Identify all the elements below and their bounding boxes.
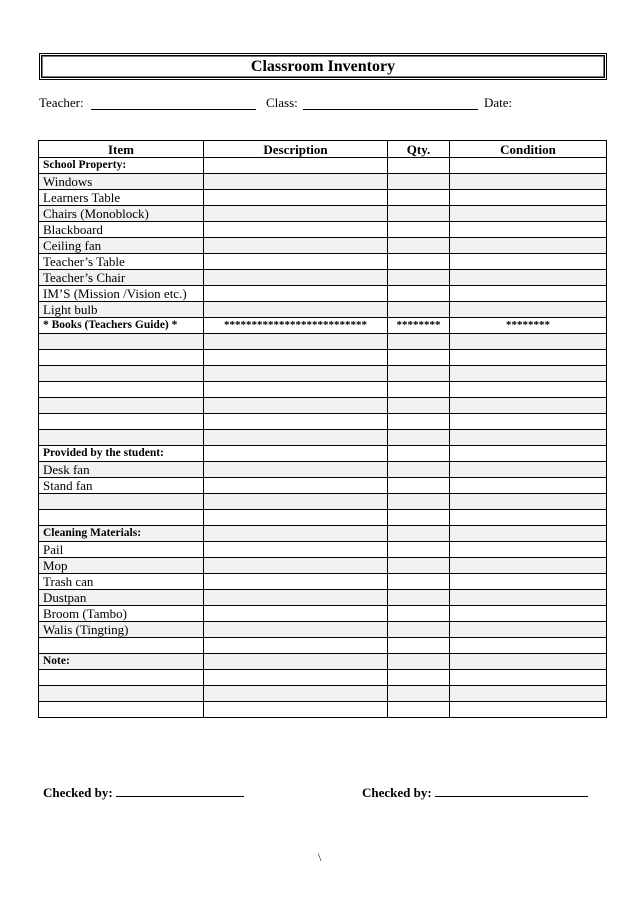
cell-qty[interactable] [388, 414, 450, 430]
cell-item: Light bulb [39, 302, 204, 318]
table-row [39, 430, 607, 446]
table-row [39, 638, 607, 654]
cell-qty[interactable] [388, 510, 450, 526]
cell-description[interactable] [204, 638, 388, 654]
cell-item: School Property: [39, 158, 204, 174]
cell-description[interactable] [204, 622, 388, 638]
cell-item: Note: [39, 654, 204, 670]
cell-description[interactable] [204, 510, 388, 526]
cell-item [39, 638, 204, 654]
cell-description[interactable] [204, 222, 388, 238]
cell-item: Mop [39, 558, 204, 574]
cell-description[interactable] [204, 462, 388, 478]
cell-description[interactable] [204, 174, 388, 190]
cell-qty[interactable] [388, 302, 450, 318]
cell-condition[interactable] [450, 302, 607, 318]
cell-item [39, 510, 204, 526]
page-title [39, 53, 607, 80]
cell-item: Trash can [39, 574, 204, 590]
cell-description[interactable] [204, 574, 388, 590]
cell-description[interactable] [204, 366, 388, 382]
table-row [39, 622, 607, 638]
table-row [39, 302, 607, 318]
cell-item [39, 350, 204, 366]
cell-description[interactable] [204, 478, 388, 494]
cell-qty[interactable] [388, 158, 450, 174]
date-label: Date: [484, 95, 513, 110]
cell-condition[interactable] [450, 590, 607, 606]
table-row [39, 158, 607, 174]
cell-condition[interactable] [450, 510, 607, 526]
cell-condition[interactable] [450, 462, 607, 478]
cell-description[interactable] [204, 158, 388, 174]
cell-item: Walis (Tingting) [39, 622, 204, 638]
cell-description[interactable] [204, 670, 388, 686]
cell-description[interactable] [204, 430, 388, 446]
cell-condition[interactable] [450, 606, 607, 622]
cell-qty[interactable] [388, 590, 450, 606]
cell-description[interactable] [204, 654, 388, 670]
cell-item: Broom (Tambo) [39, 606, 204, 622]
cell-description[interactable]: ************************** [204, 318, 388, 334]
cell-item [39, 430, 204, 446]
class-field[interactable] [303, 109, 478, 110]
cell-item: Chairs (Monoblock) [39, 206, 204, 222]
cell-condition[interactable] [450, 446, 607, 462]
cell-description[interactable] [204, 270, 388, 286]
cell-condition[interactable] [450, 254, 607, 270]
cell-qty[interactable] [388, 382, 450, 398]
cell-condition[interactable] [450, 686, 607, 702]
table-row [39, 174, 607, 190]
cell-qty[interactable] [388, 222, 450, 238]
cell-item [39, 414, 204, 430]
cell-description[interactable] [204, 590, 388, 606]
cell-condition[interactable] [450, 702, 607, 718]
table-row [39, 606, 607, 622]
cell-condition[interactable] [450, 238, 607, 254]
table-row [39, 478, 607, 494]
cell-item: Teacher’s Chair [39, 270, 204, 286]
cell-condition[interactable]: ******** [450, 318, 607, 334]
cell-item: Desk fan [39, 462, 204, 478]
table-row [39, 254, 607, 270]
cell-description[interactable] [204, 542, 388, 558]
cell-description[interactable] [204, 702, 388, 718]
cell-condition[interactable] [450, 174, 607, 190]
cell-qty[interactable] [388, 670, 450, 686]
checked-by-left-label: Checked by: [43, 785, 113, 800]
cell-condition[interactable] [450, 638, 607, 654]
table-row [39, 318, 607, 334]
cell-description[interactable] [204, 206, 388, 222]
cell-description[interactable] [204, 286, 388, 302]
cell-qty[interactable] [388, 398, 450, 414]
table-row [39, 510, 607, 526]
cell-condition[interactable] [450, 350, 607, 366]
col-header-item: Item [39, 141, 204, 158]
cell-condition[interactable] [450, 478, 607, 494]
footer-mark: \ [318, 850, 322, 864]
cell-qty[interactable] [388, 494, 450, 510]
cell-qty[interactable]: ******** [388, 318, 450, 334]
table-row [39, 286, 607, 302]
cell-condition[interactable] [450, 334, 607, 350]
cell-qty[interactable] [388, 190, 450, 206]
table-row [39, 702, 607, 718]
cell-condition[interactable] [450, 574, 607, 590]
cell-qty[interactable] [388, 702, 450, 718]
cell-qty[interactable] [388, 478, 450, 494]
table-row [39, 558, 607, 574]
cell-condition[interactable] [450, 542, 607, 558]
header-fields [39, 95, 607, 111]
table-row [39, 190, 607, 206]
checked-by-right [362, 784, 588, 801]
table-row [39, 238, 607, 254]
table-row [39, 526, 607, 542]
table-row [39, 366, 607, 382]
cell-qty[interactable] [388, 334, 450, 350]
table-row [39, 686, 607, 702]
cell-condition[interactable] [450, 382, 607, 398]
cell-qty[interactable] [388, 638, 450, 654]
cell-condition[interactable] [450, 286, 607, 302]
cell-condition[interactable] [450, 430, 607, 446]
cell-qty[interactable] [388, 558, 450, 574]
col-header-condition: Condition [450, 141, 607, 158]
cell-qty[interactable] [388, 238, 450, 254]
cell-condition[interactable] [450, 270, 607, 286]
cell-condition[interactable] [450, 494, 607, 510]
cell-description[interactable] [204, 606, 388, 622]
table-row [39, 382, 607, 398]
cell-item [39, 398, 204, 414]
col-header-qty: Qty. [388, 141, 450, 158]
cell-item: Ceiling fan [39, 238, 204, 254]
cell-description[interactable] [204, 446, 388, 462]
cell-description[interactable] [204, 526, 388, 542]
cell-item: Stand fan [39, 478, 204, 494]
cell-item: IM’S (Mission /Vision etc.) [39, 286, 204, 302]
table-row [39, 670, 607, 686]
cell-qty[interactable] [388, 270, 450, 286]
cell-qty[interactable] [388, 686, 450, 702]
cell-qty[interactable] [388, 350, 450, 366]
cell-description[interactable] [204, 398, 388, 414]
table-row [39, 446, 607, 462]
cell-item [39, 494, 204, 510]
table-row [39, 270, 607, 286]
table-row [39, 414, 607, 430]
title-text: Classroom Inventory [250, 57, 396, 75]
cell-description[interactable] [204, 238, 388, 254]
cell-item: Provided by the student: [39, 446, 204, 462]
cell-description[interactable] [204, 254, 388, 270]
cell-item [39, 686, 204, 702]
cell-qty[interactable] [388, 654, 450, 670]
cell-condition[interactable] [450, 558, 607, 574]
cell-item: Cleaning Materials: [39, 526, 204, 542]
cell-condition[interactable] [450, 670, 607, 686]
cell-description[interactable] [204, 414, 388, 430]
cell-condition[interactable] [450, 414, 607, 430]
cell-qty[interactable] [388, 606, 450, 622]
teacher-field[interactable] [91, 109, 256, 110]
cell-qty[interactable] [388, 206, 450, 222]
table-row [39, 398, 607, 414]
cell-item: Pail [39, 542, 204, 558]
cell-item [39, 702, 204, 718]
class-label: Class: [266, 95, 298, 110]
table-row [39, 542, 607, 558]
cell-description[interactable] [204, 334, 388, 350]
cell-condition[interactable] [450, 398, 607, 414]
table-row [39, 654, 607, 670]
table-row [39, 494, 607, 510]
table-row [39, 590, 607, 606]
cell-condition[interactable] [450, 206, 607, 222]
checked-by-left-line[interactable] [116, 784, 244, 797]
cell-item: Dustpan [39, 590, 204, 606]
cell-qty[interactable] [388, 430, 450, 446]
cell-qty[interactable] [388, 574, 450, 590]
checked-by-right-line[interactable] [435, 784, 588, 797]
cell-item [39, 670, 204, 686]
cell-item [39, 382, 204, 398]
cell-item: Teacher’s Table [39, 254, 204, 270]
cell-description[interactable] [204, 350, 388, 366]
cell-description[interactable] [204, 382, 388, 398]
cell-qty[interactable] [388, 254, 450, 270]
cell-condition[interactable] [450, 622, 607, 638]
table-row [39, 574, 607, 590]
cell-condition[interactable] [450, 190, 607, 206]
col-header-description: Description [204, 141, 388, 158]
table-body [39, 158, 607, 718]
table-row [39, 206, 607, 222]
cell-qty[interactable] [388, 622, 450, 638]
table-row [39, 334, 607, 350]
inventory-table [38, 140, 607, 718]
checked-by-right-label: Checked by: [362, 785, 432, 800]
cell-qty[interactable] [388, 462, 450, 478]
checked-by-left [43, 784, 244, 801]
table-row [39, 350, 607, 366]
cell-description[interactable] [204, 686, 388, 702]
cell-qty[interactable] [388, 526, 450, 542]
cell-item [39, 366, 204, 382]
cell-qty[interactable] [388, 366, 450, 382]
cell-description[interactable] [204, 190, 388, 206]
table-row [39, 462, 607, 478]
cell-condition[interactable] [450, 526, 607, 542]
cell-qty[interactable] [388, 446, 450, 462]
cell-item: Windows [39, 174, 204, 190]
cell-condition[interactable] [450, 222, 607, 238]
cell-item [39, 334, 204, 350]
cell-qty[interactable] [388, 174, 450, 190]
cell-description[interactable] [204, 558, 388, 574]
cell-item: Blackboard [39, 222, 204, 238]
table-header-row [39, 141, 607, 158]
cell-qty[interactable] [388, 286, 450, 302]
cell-description[interactable] [204, 494, 388, 510]
cell-condition[interactable] [450, 654, 607, 670]
teacher-label: Teacher: [39, 95, 84, 110]
table-row [39, 222, 607, 238]
cell-condition[interactable] [450, 366, 607, 382]
cell-item: Learners Table [39, 190, 204, 206]
cell-item: * Books (Teachers Guide) * [39, 318, 204, 334]
cell-qty[interactable] [388, 542, 450, 558]
cell-description[interactable] [204, 302, 388, 318]
cell-condition[interactable] [450, 158, 607, 174]
